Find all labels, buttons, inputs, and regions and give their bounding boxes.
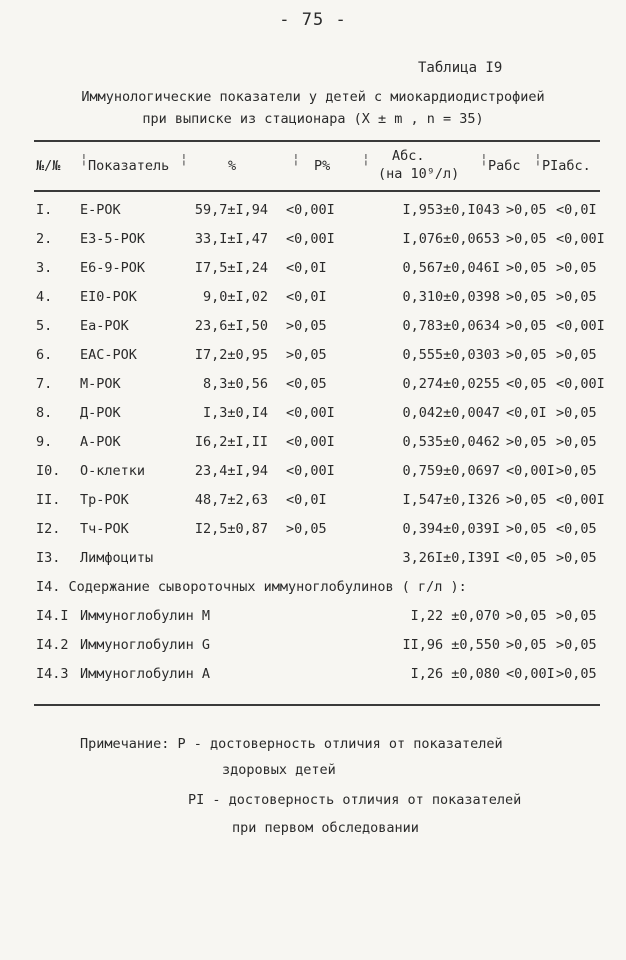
- header-separator: ¦: [480, 152, 488, 167]
- row-abs: I,22 ±0,070: [410, 608, 500, 624]
- row-indicator: Еа-РОК: [80, 318, 129, 334]
- row-abs: 0,783±0,0634: [402, 318, 500, 334]
- table-row: [0, 604, 626, 633]
- header-rule: [34, 190, 600, 192]
- row-p-pct: >0,05: [286, 318, 327, 334]
- header-num: №/№: [36, 158, 61, 174]
- table-row: [0, 227, 626, 256]
- table-label: Таблица I9: [418, 60, 503, 76]
- header-separator: ¦: [292, 152, 300, 167]
- table-row: [0, 256, 626, 285]
- row-p-pct: <0,0I: [286, 260, 327, 276]
- row-indicator: Тр-РОК: [80, 492, 129, 508]
- table-row: [0, 546, 626, 575]
- row-indicator: Иммуноглобулин А: [80, 666, 211, 682]
- row-pct: 59,7±I,94: [194, 202, 268, 218]
- row-indicator: М-РОК: [80, 376, 121, 392]
- row-p-abs: >0,05: [506, 318, 547, 334]
- table-row: [0, 314, 626, 343]
- row-abs: 3,26I±0,I39I: [402, 550, 500, 566]
- section-14-label: I4. Содержание сывороточных иммуноглобулинов ( г/л ):: [36, 579, 467, 595]
- row-abs: 0,042±0,0047: [402, 405, 500, 421]
- table-row: [0, 662, 626, 691]
- row-p-pct: <0,00I: [286, 463, 335, 479]
- header-separator: ¦: [80, 152, 88, 167]
- row-indicator: О-клетки: [80, 463, 146, 479]
- row-num: I.: [36, 202, 53, 218]
- header-separator: ¦: [362, 152, 370, 167]
- row-num: 7.: [36, 376, 53, 392]
- row-num: 9.: [36, 434, 53, 450]
- row-p-pct: <0,00I: [286, 231, 335, 247]
- title-line-1: Иммунологические показатели у детей с миокардиодистрофией: [81, 89, 545, 105]
- row-p-abs: >0,05: [506, 289, 547, 305]
- row-pct: I7,2±0,95: [194, 347, 268, 363]
- row-p1-abs: >0,05: [556, 637, 597, 653]
- row-indicator: ЕАС-РОК: [80, 347, 137, 363]
- row-pct: 8,3±0,56: [202, 376, 268, 392]
- note-line-4: при первом обследовании: [232, 820, 419, 836]
- note-line-3: РI - достоверность отличия от показателей: [188, 792, 522, 808]
- row-p1-abs: >0,05: [556, 289, 597, 305]
- row-indicator: Лимфоциты: [80, 550, 154, 566]
- row-abs: I,547±0,I326: [402, 492, 500, 508]
- row-p-abs: >0,05: [506, 637, 547, 653]
- header-separator: ¦: [180, 152, 188, 167]
- row-num: I3.: [36, 550, 61, 566]
- section-heading: [0, 575, 626, 604]
- row-p1-abs: <0,05: [556, 521, 597, 537]
- header-p-abs: Pабс: [488, 158, 521, 174]
- row-p-pct: >0,05: [286, 347, 327, 363]
- table-row: [0, 372, 626, 401]
- table-row: [0, 285, 626, 314]
- table-row: [0, 198, 626, 227]
- header-indicator: Показатель: [88, 158, 170, 174]
- note-line-1: Примечание: Р - достоверность отличия от показателей: [80, 736, 503, 752]
- row-num: 3.: [36, 260, 53, 276]
- row-p-abs: <0,00I: [506, 463, 555, 479]
- row-abs: 0,567±0,046I: [402, 260, 500, 276]
- row-indicator: А-РОК: [80, 434, 121, 450]
- header-separator: ¦: [534, 152, 542, 167]
- row-p-abs: >0,05: [506, 434, 547, 450]
- row-num: I4.2: [36, 637, 69, 653]
- row-pct: I6,2±I,II: [194, 434, 268, 450]
- row-p-abs: >0,05: [506, 347, 547, 363]
- row-p-pct: <0,00I: [286, 405, 335, 421]
- row-p-abs: <0,05: [506, 376, 547, 392]
- row-p-pct: >0,05: [286, 521, 327, 537]
- row-num: 4.: [36, 289, 53, 305]
- row-indicator: ЕI0-РОК: [80, 289, 137, 305]
- note-line-2: здоровых детей: [222, 762, 336, 778]
- row-abs: 0,394±0,039I: [402, 521, 500, 537]
- row-abs: 0,274±0,0255: [402, 376, 500, 392]
- row-p-abs: <0,0I: [506, 405, 547, 421]
- row-pct: I7,5±I,24: [194, 260, 268, 276]
- row-num: 8.: [36, 405, 53, 421]
- row-p-pct: <0,00I: [286, 202, 335, 218]
- table-row: [0, 633, 626, 662]
- row-p1-abs: <0,00I: [556, 231, 605, 247]
- table-title: [0, 86, 626, 130]
- row-p1-abs: <0,00I: [556, 376, 605, 392]
- top-rule: [34, 140, 600, 142]
- row-p1-abs: >0,05: [556, 347, 597, 363]
- row-p-abs: >0,05: [506, 202, 547, 218]
- row-p-abs: >0,05: [506, 260, 547, 276]
- row-p-pct: <0,05: [286, 376, 327, 392]
- header-pct: %: [228, 158, 237, 174]
- row-p1-abs: >0,05: [556, 463, 597, 479]
- row-p1-abs: >0,05: [556, 550, 597, 566]
- table-row: [0, 488, 626, 517]
- row-abs: 0,759±0,0697: [402, 463, 500, 479]
- row-p1-abs: >0,05: [556, 608, 597, 624]
- row-p-pct: <0,00I: [286, 434, 335, 450]
- row-p1-abs: >0,05: [556, 666, 597, 682]
- row-p-abs: >0,05: [506, 231, 547, 247]
- row-abs: II,96 ±0,550: [402, 637, 500, 653]
- row-abs: I,076±0,0653: [402, 231, 500, 247]
- row-p1-abs: <0,0I: [556, 202, 597, 218]
- row-indicator: Д-РОК: [80, 405, 121, 421]
- row-p1-abs: >0,05: [556, 260, 597, 276]
- row-p1-abs: >0,05: [556, 405, 597, 421]
- header-p-pct: P%: [314, 158, 331, 174]
- row-indicator: Иммуноглобулин G: [80, 637, 211, 653]
- table-row: [0, 430, 626, 459]
- table-row: [0, 517, 626, 546]
- page-number: - 75 -: [279, 10, 347, 30]
- row-p-abs: >0,05: [506, 492, 547, 508]
- row-pct: 33,I±I,47: [194, 231, 268, 247]
- row-p-pct: <0,0I: [286, 289, 327, 305]
- table-header: [0, 146, 626, 188]
- row-indicator: Е6-9-РОК: [80, 260, 146, 276]
- row-num: 6.: [36, 347, 53, 363]
- bottom-rule: [34, 704, 600, 706]
- row-abs: 0,555±0,0303: [402, 347, 500, 363]
- row-indicator: Иммуноглобулин М: [80, 608, 211, 624]
- row-p-abs: <0,05: [506, 550, 547, 566]
- row-pct: 23,4±I,94: [194, 463, 268, 479]
- row-p1-abs: <0,00I: [556, 318, 605, 334]
- row-pct: 23,6±I,50: [194, 318, 268, 334]
- row-indicator: Е-РОК: [80, 202, 121, 218]
- row-p-abs: <0,00I: [506, 666, 555, 682]
- row-num: II.: [36, 492, 61, 508]
- row-num: I4.I: [36, 608, 69, 624]
- row-abs: 0,535±0,0462: [402, 434, 500, 450]
- row-num: I0.: [36, 463, 61, 479]
- row-num: I2.: [36, 521, 61, 537]
- header-abs-line2: (на 10⁹/л): [378, 166, 460, 182]
- title-line-2: при выписке из стационара (X ± m , n = 35): [142, 111, 484, 127]
- row-pct: I2,5±0,87: [194, 521, 268, 537]
- row-abs: I,26 ±0,080: [410, 666, 500, 682]
- table-body: [0, 198, 626, 691]
- row-p1-abs: >0,05: [556, 434, 597, 450]
- row-p-abs: >0,05: [506, 521, 547, 537]
- row-pct: 48,7±2,63: [194, 492, 268, 508]
- row-indicator: Е3-5-РОК: [80, 231, 146, 247]
- table-row: [0, 401, 626, 430]
- row-num: 5.: [36, 318, 53, 334]
- row-pct: 9,0±I,02: [202, 289, 268, 305]
- row-pct: I,3±0,I4: [202, 405, 268, 421]
- row-indicator: Тч-РОК: [80, 521, 129, 537]
- row-abs: 0,310±0,0398: [402, 289, 500, 305]
- row-p1-abs: <0,00I: [556, 492, 605, 508]
- row-p-abs: >0,05: [506, 608, 547, 624]
- header-p1-abs: PIабс.: [542, 158, 591, 174]
- table-row: [0, 459, 626, 488]
- row-p-pct: <0,0I: [286, 492, 327, 508]
- row-num: 2.: [36, 231, 53, 247]
- table-row: [0, 343, 626, 372]
- header-abs-line1: Абс.: [392, 148, 425, 164]
- row-abs: I,953±0,I043: [402, 202, 500, 218]
- row-num: I4.3: [36, 666, 69, 682]
